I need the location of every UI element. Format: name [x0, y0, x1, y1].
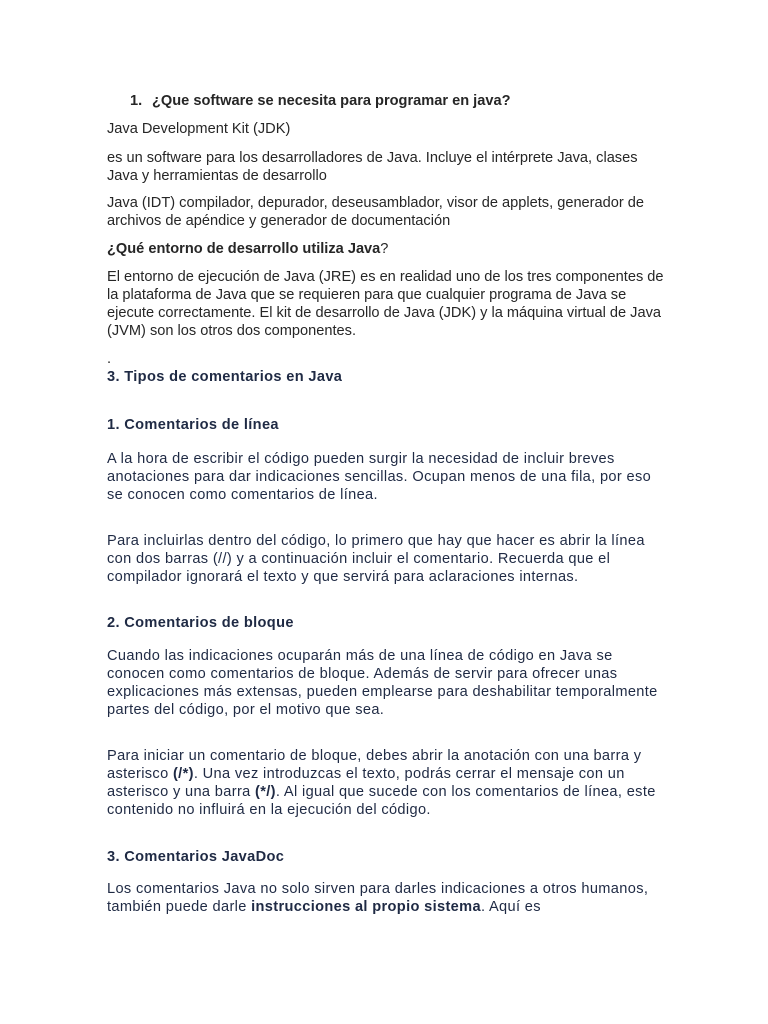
answer-1-paragraph-1: es un software para los desarrolladores de Java. Incluye el intérprete Java, clases Java y herramientas de desarrollo: [107, 150, 638, 184]
line-comments-paragraph-1: A la hora de escribir el código pueden surgir la necesidad de incluir breves anotaciones para dar indicaciones sencillas. Ocupan menos de una fila, por eso se conocen como comentarios de línea.: [107, 451, 652, 503]
question-2: [107, 240, 667, 258]
block-p2-text-a: Para iniciar un comentario de bloque, debes abrir la anotación con una barra y asterisco: [107, 748, 642, 782]
block-open-syntax: (/*): [172, 766, 194, 782]
question-1-text: ¿Que software se necesita para programar en java?: [152, 93, 511, 109]
question-1: [130, 92, 670, 110]
section-3-title: 3. Tipos de comentarios en Java: [107, 369, 343, 385]
block-comments-paragraph-2: [107, 747, 667, 819]
line-comments-paragraph-2: Para incluirlas dentro del código, lo primero que hay que hacer es abrir la línea con dos barras (//) y a continuación incluir el comentario. Recuerda que el compilador ignorará el texto y que servirá para aclaraciones internas.: [107, 533, 645, 585]
answer-1-title: Java Development Kit (JDK): [107, 121, 291, 137]
javadoc-text-a: Los comentarios Java no solo sirven para darles indicaciones a otros humanos, también puede darle: [107, 881, 649, 915]
javadoc-paragraph: [107, 880, 667, 916]
question-2-text: ¿Qué entorno de desarrollo utiliza Java: [107, 241, 381, 257]
block-close-syntax: (*/): [255, 784, 276, 800]
question-2-mark: ?: [380, 241, 389, 257]
block-p2-text-e: . Al igual que sucede con los comentarios de línea, este contenido no influirá en la ejecución del código.: [107, 784, 656, 818]
stray-dot: .: [107, 351, 112, 367]
block-comments-paragraph-1: Cuando las indicaciones ocuparán más de una línea de código en Java se conocen como comentarios de bloque. Además de servir para ofrecer unas explicaciones más extensas, pueden emplearse para deshabilitar temporalmente partes del código, por el motivo que sea.: [107, 648, 658, 718]
javadoc-heading: 3. Comentarios JavaDoc: [107, 849, 285, 865]
block-comments-heading: 2. Comentarios de bloque: [107, 615, 294, 631]
line-comments-heading: 1. Comentarios de línea: [107, 417, 279, 433]
javadoc-text-c: . Aquí es: [480, 899, 541, 915]
javadoc-bold-text: instrucciones al propio sistema: [251, 899, 481, 915]
question-1-number: 1.: [130, 93, 143, 109]
block-p2-text-c: . Una vez introduzcas el texto, podrás cerrar el mensaje con un asterisco y una barra: [107, 766, 625, 800]
answer-1-paragraph-2: Java (IDT) compilador, depurador, deseusamblador, visor de applets, generador de archivos de apéndice y generador de documentación: [107, 195, 645, 229]
answer-2-paragraph: El entorno de ejecución de Java (JRE) es en realidad uno de los tres componentes de la plataforma de Java que se requieren para que cualquier programa de Java se ejecute correctamente. El kit de desarrollo de Java (JDK) y la máquina virtual de Java (JVM) son los otros dos componentes.: [107, 269, 664, 339]
